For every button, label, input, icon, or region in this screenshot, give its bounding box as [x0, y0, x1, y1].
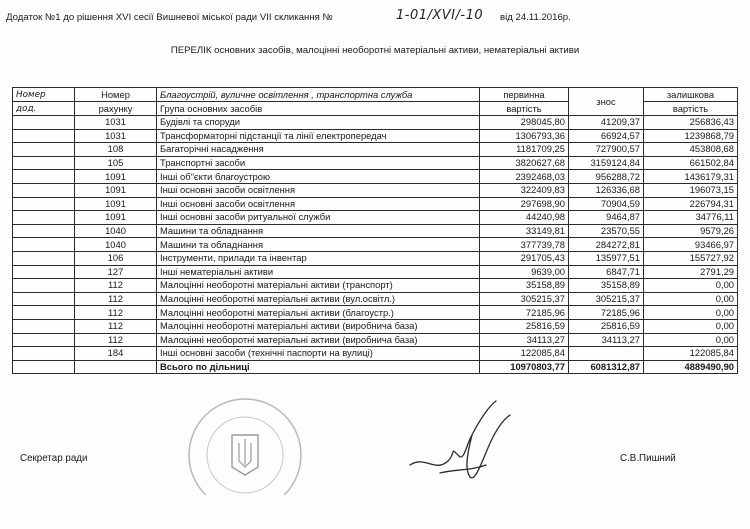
initial-value: 377739,78 — [480, 238, 569, 252]
total-label: Всього по дільниці — [157, 360, 480, 374]
table-row — [13, 279, 738, 293]
residual-value: 256836,43 — [644, 116, 738, 130]
residual-value: 9579,26 — [644, 224, 738, 238]
secretary-label: Секретар ради — [20, 453, 88, 464]
asset-group-name: Інструменти, прилади та інвентар — [157, 251, 480, 265]
wear-value: 135977,51 — [569, 251, 644, 265]
account-number: 1031 — [75, 129, 157, 143]
initial-value: 25816,59 — [480, 319, 569, 333]
official-seal-icon — [180, 395, 310, 495]
initial-value: 305215,37 — [480, 292, 569, 306]
row-number — [13, 211, 75, 225]
row-number — [13, 143, 75, 157]
wear-value: 3159124,84 — [569, 156, 644, 170]
header-group-a: Благоустрій, вуличне освітлення , транспортна служба — [157, 88, 480, 102]
row-number — [13, 292, 75, 306]
account-number: 112 — [75, 292, 157, 306]
wear-value: 70904,59 — [569, 197, 644, 211]
wear-value: 41209,37 — [569, 116, 644, 130]
initial-value: 33149,81 — [480, 224, 569, 238]
header-num-b: дод. — [13, 102, 75, 116]
header-residual-b: вартість — [644, 102, 738, 116]
row-number — [13, 333, 75, 347]
residual-value: 226794,31 — [644, 197, 738, 211]
asset-group-name: Інші основні засоби освітлення — [157, 183, 480, 197]
header-wear: знос — [569, 88, 644, 116]
total-row — [13, 360, 738, 374]
row-number — [13, 197, 75, 211]
table-row — [13, 129, 738, 143]
row-number — [13, 183, 75, 197]
initial-value: 1181709,25 — [480, 143, 569, 157]
row-number — [13, 265, 75, 279]
account-number: 184 — [75, 347, 157, 361]
decision-date: від 24.11.2016р. — [500, 12, 571, 23]
row-number — [13, 116, 75, 130]
table-row — [13, 319, 738, 333]
row-number — [13, 347, 75, 361]
document-title: ПЕРЕЛІК основних засобів, малоцінні необоротні матеріальні активи, нематеріальні активи — [170, 45, 580, 56]
account-number: 106 — [75, 251, 157, 265]
row-number — [13, 279, 75, 293]
wear-value: 126336,68 — [569, 183, 644, 197]
table-row — [13, 156, 738, 170]
account-number: 1091 — [75, 170, 157, 184]
row-number — [13, 170, 75, 184]
wear-value: 35158,89 — [569, 279, 644, 293]
account-number: 112 — [75, 319, 157, 333]
account-number: 112 — [75, 279, 157, 293]
asset-group-name: Інші основні засоби освітлення — [157, 197, 480, 211]
residual-value: 453808,68 — [644, 143, 738, 157]
row-number — [13, 319, 75, 333]
total-residual: 4889490,90 — [644, 360, 738, 374]
account-number: 108 — [75, 143, 157, 157]
residual-value: 661502,84 — [644, 156, 738, 170]
asset-group-name: Малоцінні необоротні матеріальні активи (вул.освітл.) — [157, 292, 480, 306]
asset-group-name: Інші основні засоби (технічні паспорти на вулиці) — [157, 347, 480, 361]
asset-group-name: Будівлі та споруди — [157, 116, 480, 130]
table-header-row — [13, 88, 738, 102]
wear-value: 727900,57 — [569, 143, 644, 157]
initial-value: 9639,00 — [480, 265, 569, 279]
total-wear: 6081312,87 — [569, 360, 644, 374]
wear-value: 72185,96 — [569, 306, 644, 320]
wear-value: 34113,27 — [569, 333, 644, 347]
signatory-name: С.В.Пишний — [620, 453, 676, 464]
residual-value: 0,00 — [644, 279, 738, 293]
residual-value: 155727,92 — [644, 251, 738, 265]
row-number — [13, 306, 75, 320]
table-row — [13, 170, 738, 184]
wear-value: 305215,37 — [569, 292, 644, 306]
table-row — [13, 333, 738, 347]
table-row — [13, 265, 738, 279]
wear-value: 23570,55 — [569, 224, 644, 238]
wear-value: 9464,87 — [569, 211, 644, 225]
asset-group-name: Інші основні засоби ритуальної служби — [157, 211, 480, 225]
wear-value: 25816,59 — [569, 319, 644, 333]
initial-value: 3820627,68 — [480, 156, 569, 170]
account-number: 1091 — [75, 211, 157, 225]
wear-value: 284272,81 — [569, 238, 644, 252]
account-number: 1091 — [75, 197, 157, 211]
asset-group-name: Машини та обладнання — [157, 224, 480, 238]
signature-icon — [400, 395, 520, 490]
account-number: 105 — [75, 156, 157, 170]
initial-value: 72185,96 — [480, 306, 569, 320]
residual-value: 0,00 — [644, 306, 738, 320]
wear-value: 956288,72 — [569, 170, 644, 184]
wear-value: 6847,71 — [569, 265, 644, 279]
account-number: 1040 — [75, 224, 157, 238]
row-number — [13, 238, 75, 252]
residual-value: 93466,97 — [644, 238, 738, 252]
residual-value: 2791,29 — [644, 265, 738, 279]
table-row — [13, 183, 738, 197]
table-row — [13, 224, 738, 238]
wear-value — [569, 347, 644, 361]
decision-number: 1-01/XVI/-10 — [396, 8, 484, 23]
initial-value: 298045,80 — [480, 116, 569, 130]
account-number: 1040 — [75, 238, 157, 252]
table-row — [13, 211, 738, 225]
asset-group-name: Трансформаторні підстанції та лінії електропередач — [157, 129, 480, 143]
residual-value: 0,00 — [644, 319, 738, 333]
total-initial: 10970803,77 — [480, 360, 569, 374]
residual-value: 122085,84 — [644, 347, 738, 361]
residual-value: 196073,15 — [644, 183, 738, 197]
appendix-prefix: Додаток №1 до рішення XVI сесії Вишневої міської ради VII скликання № — [6, 12, 333, 23]
table-row — [13, 116, 738, 130]
table-row — [13, 238, 738, 252]
initial-value: 1306793,36 — [480, 129, 569, 143]
residual-value: 0,00 — [644, 292, 738, 306]
row-number — [13, 129, 75, 143]
row-number — [13, 224, 75, 238]
initial-value: 2392468,03 — [480, 170, 569, 184]
account-number: 112 — [75, 333, 157, 347]
residual-value: 0,00 — [644, 333, 738, 347]
initial-value: 322409,83 — [480, 183, 569, 197]
initial-value: 35158,89 — [480, 279, 569, 293]
table-row — [13, 306, 738, 320]
header-initial-b: вартість — [480, 102, 569, 116]
asset-group-name: Інші об"єкти благоустрою — [157, 170, 480, 184]
header-acc-b: рахунку — [75, 102, 157, 116]
header-residual-a: залишкова — [644, 88, 738, 102]
asset-group-name: Багаторічні насадження — [157, 143, 480, 157]
table-row — [13, 143, 738, 157]
header-initial-a: первинна — [480, 88, 569, 102]
asset-group-name: Інші нематеріальні активи — [157, 265, 480, 279]
account-number: 127 — [75, 265, 157, 279]
header-num-a: Номер — [13, 88, 75, 102]
table-row — [13, 251, 738, 265]
asset-group-name: Машини та обладнання — [157, 238, 480, 252]
residual-value: 34776,11 — [644, 211, 738, 225]
row-number — [13, 251, 75, 265]
account-number: 112 — [75, 306, 157, 320]
account-number: 1031 — [75, 116, 157, 130]
initial-value: 34113,27 — [480, 333, 569, 347]
table-row — [13, 347, 738, 361]
asset-group-name: Малоцінні необоротні матеріальні активи (виробнича база) — [157, 333, 480, 347]
row-number — [13, 156, 75, 170]
initial-value: 297698,90 — [480, 197, 569, 211]
assets-table — [12, 87, 738, 374]
initial-value: 122085,84 — [480, 347, 569, 361]
asset-group-name: Малоцінні необоротні матеріальні активи (транспорт) — [157, 279, 480, 293]
initial-value: 44240,98 — [480, 211, 569, 225]
wear-value: 66924,57 — [569, 129, 644, 143]
header-acc-a: Номер — [75, 88, 157, 102]
asset-group-name: Транспортні засоби — [157, 156, 480, 170]
asset-group-name: Малоцінні необоротні матеріальні активи (виробнича база) — [157, 319, 480, 333]
header-group-b: Група основних засобів — [157, 102, 480, 116]
table-row — [13, 197, 738, 211]
asset-group-name: Малоцінні необоротні матеріальні активи (благоустр.) — [157, 306, 480, 320]
residual-value: 1436179,31 — [644, 170, 738, 184]
residual-value: 1239868,79 — [644, 129, 738, 143]
account-number: 1091 — [75, 183, 157, 197]
initial-value: 291705,43 — [480, 251, 569, 265]
table-row — [13, 292, 738, 306]
